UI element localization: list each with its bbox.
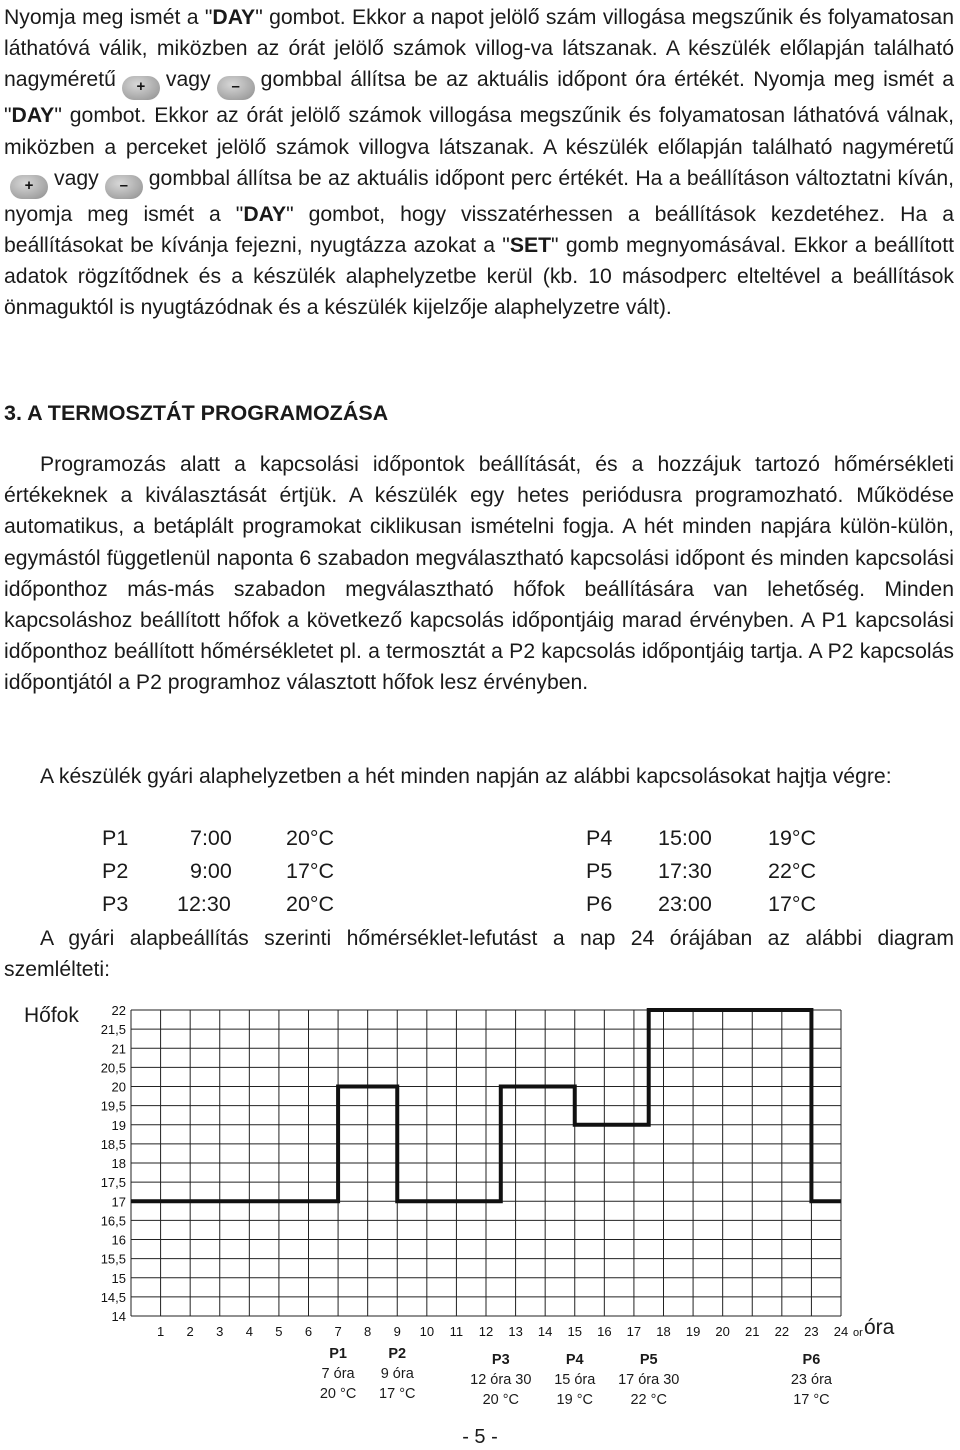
x-tick-label: 19 (685, 1324, 701, 1339)
schedule-time: 9:00 (190, 859, 232, 883)
switch-label-name: P6 (802, 1352, 821, 1368)
text-run: Nyomja meg ismét a " (4, 6, 213, 29)
schedule-temp: 19°C (768, 826, 817, 850)
switch-label-time: 9 óra (380, 1366, 414, 1382)
y-tick-label: 17 (111, 1194, 126, 1210)
switch-label-name: P2 (388, 1346, 407, 1362)
paragraph-programming: Programozás alatt a kapcsolási időpontok beállítását, és a hozzájuk tartozó hőmérsékleti értékeknek a kiválasztását értjük. A készülék egy hetes periódusra programozható. Működése automatikus, a betáplált programokat ciklikusan ismételni fogja. A hét minden napjára külön-külön, egymástól függetlenül naponta 6 szabadon megválasztható kapcsolási időpont és minden kapcsolási időponthoz más-más szabadon megválasztható hőfok beállítására van lehetőség. Minden kapcsoláshoz beállított hőfok a következő kapcsolás időpontjáig marad érvényben. A P1 kapcsolási időponthoz beállított hőmérsékletet pl. a termosztát a P2 kapcsolás időpontjáig tartja. A P2 kapcsolás időpontjától a P2 programhoz választott hőfok lesz érvényben. (4, 453, 954, 695)
x-tick-label: 5 (275, 1324, 283, 1339)
switch-label-time: 17 óra 30 (618, 1372, 680, 1388)
text-run: " gomb megnyomásával. Ekkor a beállított adatok rögzítődnek és a készülék alaphelyzetbe kerül (kb. 10 másodperc elteltével a beállítások önmaguktól is nyugtázódnak és a készülék kijelzője alaphelyzetre vált). (4, 234, 954, 320)
schedule-temp: 20°C (286, 826, 335, 850)
paragraph-diagram-intro: A gyári alapbeállítás szerinti hőmérséklet-lefutást a nap 24 órájában az alábbi diagram szemlélteti: (4, 927, 954, 982)
text-run: gombbal állítsa be az aktuális időpont óra értékét. Nyomja meg ismét a " (4, 68, 954, 128)
y-tick-label: 16,5 (100, 1213, 126, 1229)
y-tick-label: 21,5 (100, 1022, 126, 1038)
y-tick-label: 15 (111, 1270, 126, 1286)
minus-button-icon: – (105, 175, 143, 199)
x-tick-label: 18 (656, 1324, 671, 1339)
switch-label-temp: 22 °C (630, 1392, 667, 1408)
paragraph-setting-time (4, 2, 954, 324)
x-tick-label: 6 (304, 1324, 313, 1339)
x-tick-label: 2 (186, 1324, 194, 1339)
y-tick-label: 21 (111, 1041, 126, 1057)
schedule-time: 17:30 (658, 859, 712, 883)
y-tick-label: 19 (111, 1117, 126, 1133)
switch-label-time: 12 óra 30 (470, 1372, 532, 1388)
day-keyword: DAY (11, 104, 55, 128)
x-tick-label: 15 (567, 1324, 582, 1339)
switch-label-name: P5 (639, 1352, 658, 1368)
x-tick-label: 21 (745, 1324, 760, 1339)
y-tick-label: 20 (111, 1079, 126, 1095)
schedule-program: P3 (102, 892, 129, 916)
switch-label-time: 23 óra (790, 1372, 832, 1388)
x-tick-label: 4 (245, 1324, 253, 1339)
x-tick-label: 16 (597, 1324, 612, 1339)
switch-label-temp: 20 °C (482, 1392, 519, 1408)
x-tick-label: 12 (478, 1324, 494, 1339)
schedule-table (0, 826, 960, 926)
y-tick-label: 19,5 (100, 1098, 126, 1114)
x-tick-label: 23 (804, 1324, 819, 1339)
schedule-temp: 22°C (768, 859, 817, 883)
paragraph-factory-default: A készülék gyári alaphelyzetben a hét minden napján az alábbi kapcsolásokat hajtja végre: (40, 765, 892, 788)
schedule-temp: 17°C (768, 892, 817, 916)
schedule-program: P1 (102, 826, 129, 850)
text-run: " gombot. Ekkor az órát jelölő számok villogása megszűnik és folyamatosan láthatóvá válnak, miközben a perceket jelölő számok villogva látszanak. A készülék előlapján található nagyméretű (4, 104, 954, 159)
text-run: vagy (54, 166, 99, 190)
x-tick-label: 10 (419, 1324, 435, 1339)
x-tick-label: 17 (626, 1324, 642, 1339)
x-tick-label: 3 (216, 1324, 224, 1339)
switch-label-name: P4 (565, 1352, 584, 1368)
y-tick-label: 20,5 (100, 1060, 126, 1076)
y-tick-label: 22 (111, 1003, 126, 1018)
y-tick-label: 16 (111, 1232, 126, 1248)
x-tick-label: 22 (774, 1324, 790, 1339)
x-tick-label: 1 (156, 1324, 165, 1339)
text-run: gombbal állítsa be az aktuális időpont perc értékét. Ha a beállításon változtatni kíván, nyomja meg ismét a " (4, 166, 954, 226)
schedule-time: 7:00 (190, 826, 232, 850)
y-tick-label: 17,5 (100, 1175, 126, 1191)
y-tick-label: 15,5 (100, 1251, 126, 1267)
x-tick-extra: or (853, 1327, 863, 1339)
section-heading: 3. A TERMOSZTÁT PROGRAMOZÁSA (4, 401, 389, 425)
day-keyword: DAY (212, 6, 256, 29)
schedule-time: 15:00 (658, 826, 712, 850)
schedule-program: P4 (586, 826, 613, 850)
y-tick-label: 14 (111, 1309, 126, 1324)
schedule-temp: 17°C (286, 859, 335, 883)
x-tick-label: 20 (715, 1324, 730, 1339)
schedule-program: P6 (586, 892, 613, 916)
minus-button-icon: – (217, 76, 255, 100)
x-tick-label: 11 (449, 1324, 464, 1339)
set-keyword: SET (509, 234, 552, 258)
day-keyword: DAY (243, 202, 287, 226)
switch-label-temp: 17 °C (379, 1386, 416, 1402)
plus-button-icon: + (10, 175, 48, 199)
switch-label-name: P3 (491, 1352, 510, 1368)
schedule-program: P2 (102, 859, 129, 883)
text-run: vagy (165, 68, 211, 92)
switch-label-temp: 17 °C (793, 1392, 830, 1408)
switch-label-temp: 19 °C (556, 1392, 593, 1408)
switch-label-name: P1 (329, 1346, 347, 1362)
x-tick-label: 8 (364, 1324, 372, 1339)
switch-label-temp: 20 °C (319, 1386, 357, 1402)
schedule-time: 12:30 (177, 892, 231, 916)
schedule-time: 23:00 (658, 892, 712, 916)
temperature-chart (0, 1000, 960, 1380)
chart-xlabel: óra (864, 1316, 895, 1339)
switch-label-time: 7 óra (321, 1366, 355, 1382)
y-tick-label: 18 (111, 1156, 126, 1171)
x-tick-label: 14 (537, 1324, 553, 1339)
schedule-temp: 20°C (286, 892, 335, 916)
x-tick-label: 13 (508, 1324, 523, 1339)
text-run: " gombot. Ekkor a napot jelölő szám villogása megszűnik és folyamatosan láthatóvá válik, miközben az órát jelölő számok villog-va látszanak. A készülék előlapján található nagyméretű (4, 6, 954, 92)
chart-ylabel: Hőfok (24, 1004, 79, 1027)
x-tick-label: 24 (833, 1324, 849, 1339)
y-tick-label: 18,5 (100, 1136, 126, 1152)
switch-label-time: 15 óra (554, 1372, 596, 1388)
y-tick-label: 14,5 (100, 1289, 126, 1305)
x-tick-label: 9 (393, 1324, 401, 1339)
page-number: - 5 - (462, 1426, 498, 1448)
x-tick-label: 7 (334, 1324, 342, 1339)
plus-button-icon: + (122, 76, 160, 100)
text-run: " gombot, hogy visszatérhessen a beállítások kezdetéhez. Ha a beállításokat be kívánja fejezni, nyugtázza azokat a " (4, 202, 954, 258)
schedule-program: P5 (586, 859, 613, 883)
